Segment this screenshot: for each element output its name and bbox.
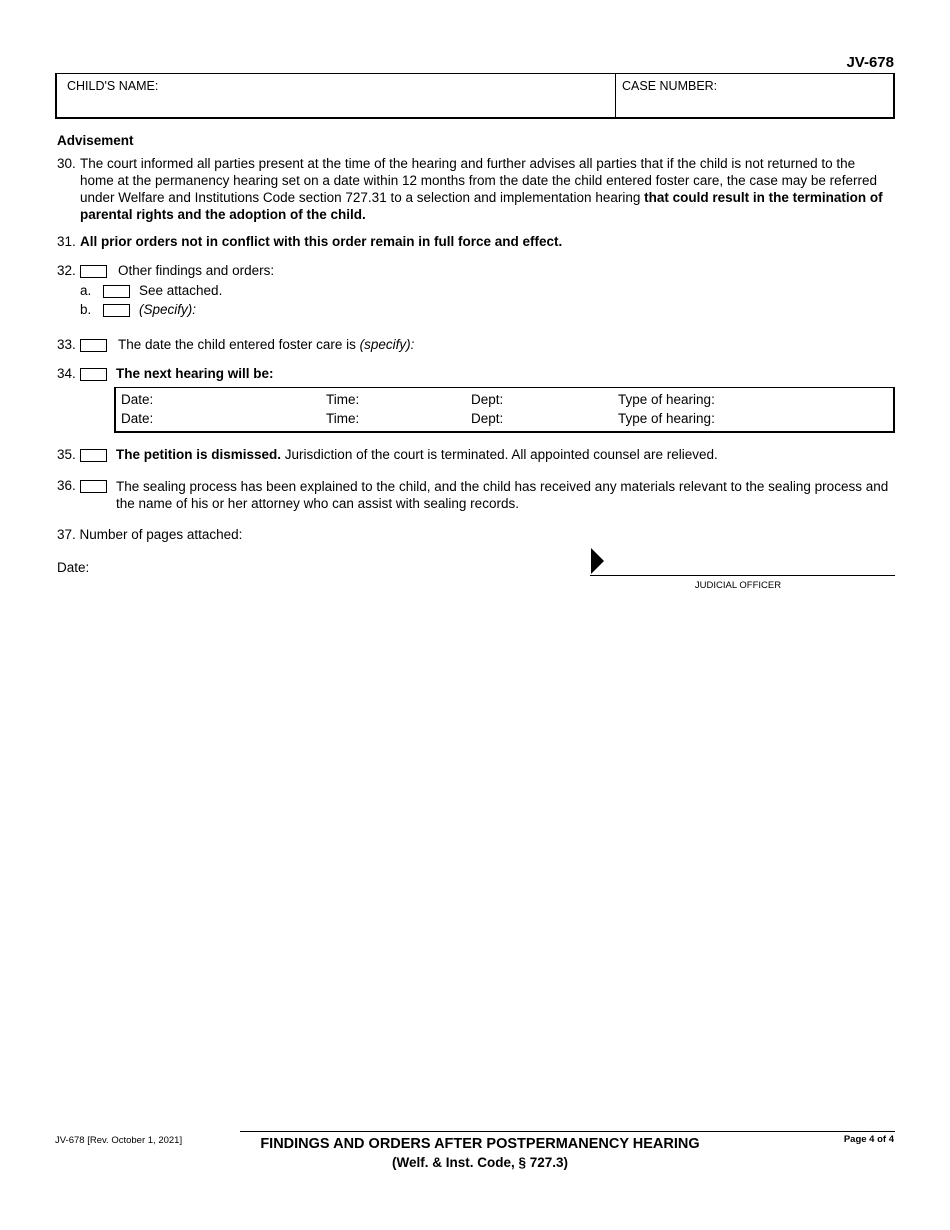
item-32b-letter: b. bbox=[80, 302, 92, 317]
item-35-label-bold: The petition is dismissed. bbox=[116, 447, 282, 462]
item-33-checkbox[interactable] bbox=[80, 339, 107, 352]
item-30-text-bold: that could result in the termination of parental rights and the adoption of the child. bbox=[80, 190, 883, 222]
item-31-number: 31. bbox=[57, 234, 76, 249]
item-32a-letter: a. bbox=[80, 283, 92, 298]
item-32b-label: (Specify): bbox=[139, 302, 197, 317]
hearing-row2-time: Time: bbox=[326, 411, 360, 426]
child-name-label: CHILD'S NAME: bbox=[67, 79, 159, 93]
item-34-number: 34. bbox=[57, 366, 76, 381]
footer-subtitle: (Welf. & Inst. Code, § 727.3) bbox=[391, 1155, 569, 1170]
advisement-heading: Advisement bbox=[57, 133, 134, 148]
item-36-checkbox[interactable] bbox=[80, 480, 107, 493]
item-35-label bbox=[116, 447, 718, 462]
item-30-text-plain: The court informed all parties present at the time of the hearing and further advises all parties that if the child is not returned to the home at the permanency hearing set on a date within 12 months from the date the child entered foster care, the case may be referred under Welfare and Institutions Code section 727.31 to a selection and implementation hearing bbox=[80, 156, 877, 205]
item-35-checkbox[interactable] bbox=[80, 449, 107, 462]
footer-page-number: Page 4 of 4 bbox=[843, 1134, 894, 1145]
item-33-label bbox=[118, 337, 414, 352]
item-32a-label: See attached. bbox=[139, 283, 223, 298]
item-31 bbox=[57, 233, 892, 250]
item-36-label: The sealing process has been explained to the child, and the child has received any materials relevant to the sealing process and the name of his or her attorney who can assist with sealing records. bbox=[116, 479, 889, 511]
footer-revision: JV-678 [Rev. October 1, 2021] bbox=[55, 1135, 183, 1146]
signature-arrow-icon bbox=[591, 548, 604, 574]
item-32-number: 32. bbox=[57, 263, 76, 278]
item-31-text: All prior orders not in conflict with this order remain in full force and effect. bbox=[80, 234, 563, 249]
item-32a-checkbox[interactable] bbox=[103, 285, 130, 298]
signature-line[interactable] bbox=[590, 575, 895, 576]
item-30-text bbox=[80, 155, 892, 223]
item-34-label: The next hearing will be: bbox=[116, 366, 274, 381]
hearing-row2-date: Date: bbox=[121, 411, 154, 426]
item-34-checkbox[interactable] bbox=[80, 368, 107, 381]
item-35-number: 35. bbox=[57, 447, 76, 462]
item-37-label: 37. Number of pages attached: bbox=[57, 527, 243, 542]
item-32-checkbox[interactable] bbox=[80, 265, 107, 278]
item-33-number: 33. bbox=[57, 337, 76, 352]
item-33-label-text: The date the child entered foster care is bbox=[118, 337, 360, 352]
hearing-row2-type: Type of hearing: bbox=[618, 411, 715, 426]
date-label: Date: bbox=[57, 560, 90, 575]
hearing-row1-type: Type of hearing: bbox=[618, 392, 715, 407]
item-30 bbox=[57, 155, 892, 223]
footer-divider bbox=[240, 1131, 895, 1132]
judicial-officer-label: JUDICIAL OFFICER bbox=[694, 580, 782, 591]
case-number-label: CASE NUMBER: bbox=[622, 79, 718, 93]
item-32-label: Other findings and orders: bbox=[118, 263, 275, 278]
case-header-box bbox=[55, 73, 895, 119]
hearing-row1-dept: Dept: bbox=[471, 392, 504, 407]
form-number: JV-678 bbox=[846, 54, 894, 71]
hearing-row1-date: Date: bbox=[121, 392, 154, 407]
hearing-row2-dept: Dept: bbox=[471, 411, 504, 426]
footer-title: FINDINGS AND ORDERS AFTER POSTPERMANENCY HEARING bbox=[260, 1136, 700, 1152]
header-divider bbox=[615, 74, 616, 117]
item-32b-checkbox[interactable] bbox=[103, 304, 130, 317]
item-33-label-italic: (specify): bbox=[359, 337, 415, 352]
item-35-label-text: Jurisdiction of the court is terminated. All appointed counsel are relieved. bbox=[281, 447, 718, 462]
item-30-number: 30. bbox=[57, 156, 76, 171]
item-36-number: 36. bbox=[57, 478, 76, 493]
next-hearing-table bbox=[114, 387, 895, 433]
hearing-row1-time: Time: bbox=[326, 392, 360, 407]
